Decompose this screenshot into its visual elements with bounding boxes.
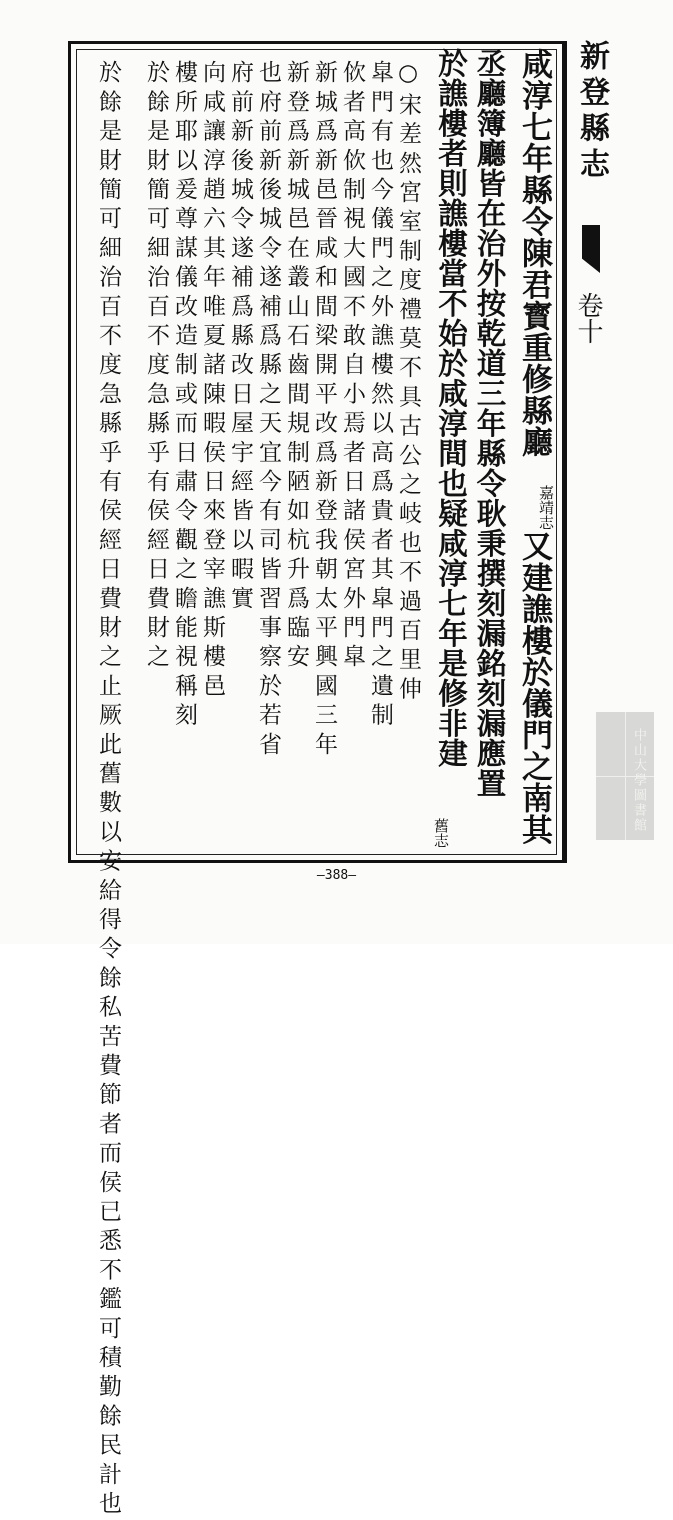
fishtail-mark-icon [582,225,600,273]
annotation-note-1: 嘉靖志 [537,485,555,530]
large-column-3: 於譙樓者則譙樓當不始於咸淳間也疑咸淳七年是修非建 [434,48,469,768]
small-column-2: 皐門有也今儀門之外譙樓然以高爲貴者其皐門之遺制 [367,60,393,732]
spine-divider [565,41,567,863]
small-column-4: 新城爲新邑晉咸和間梁開平改爲新登我朝太平興國三年 [311,60,337,761]
library-seal-text: 中山大學圖書館 [631,727,646,833]
small-column-5: 新登爲新城邑在叢山石齒間規制陋如杭升爲臨安 [283,60,309,674]
small-column-9: 樓所耶以爰尊謀儀改造制或而日肅令觀之瞻能視稱刻 [171,60,197,732]
large-column-1: 咸淳七年縣令陳君寳重修縣廳 [516,48,552,458]
small-column-11: 於餘是財簡可細治百不度急縣乎有侯經日費財之止厥此舊數以安給得令餘私苦費節者而侯已悉不鑑可積勤餘民計也 [95,60,121,1520]
small-column-8: 向咸讓淳趙六其年唯夏諸陳暇侯日來登宰譙斯樓邑 [199,60,225,703]
spine-juan: 卷十 [573,292,603,344]
small-column-6: 也府前新後城令遂補爲縣之天宜今有司皆習事察於若省 [255,60,281,761]
small-column-1: ○宋差然宮室制度禮莫不具古公之岐也不過百里伸 [395,60,421,706]
page-number: —388— [316,868,357,883]
spine-title: 新登縣志 [574,40,609,184]
small-column-7: 府前新後城令遂補爲縣改日屋宇經皆以暇實 [227,60,253,615]
large-column-2: 丞廳簿廳皆在治外按乾道三年縣令耿秉撰刻漏銘刻漏應置 [472,48,508,798]
annotation-note-2: 舊志 [432,818,450,848]
annotation-text-1: 又建譙樓於儀門之南其 [516,530,552,845]
small-column-3: 佽者高佽制視大國不敢自小焉者日諸侯宮外門皐 [339,60,365,674]
small-column-10: 於餘是財簡可細治百不度急縣乎有侯經日費財之 [143,60,169,674]
